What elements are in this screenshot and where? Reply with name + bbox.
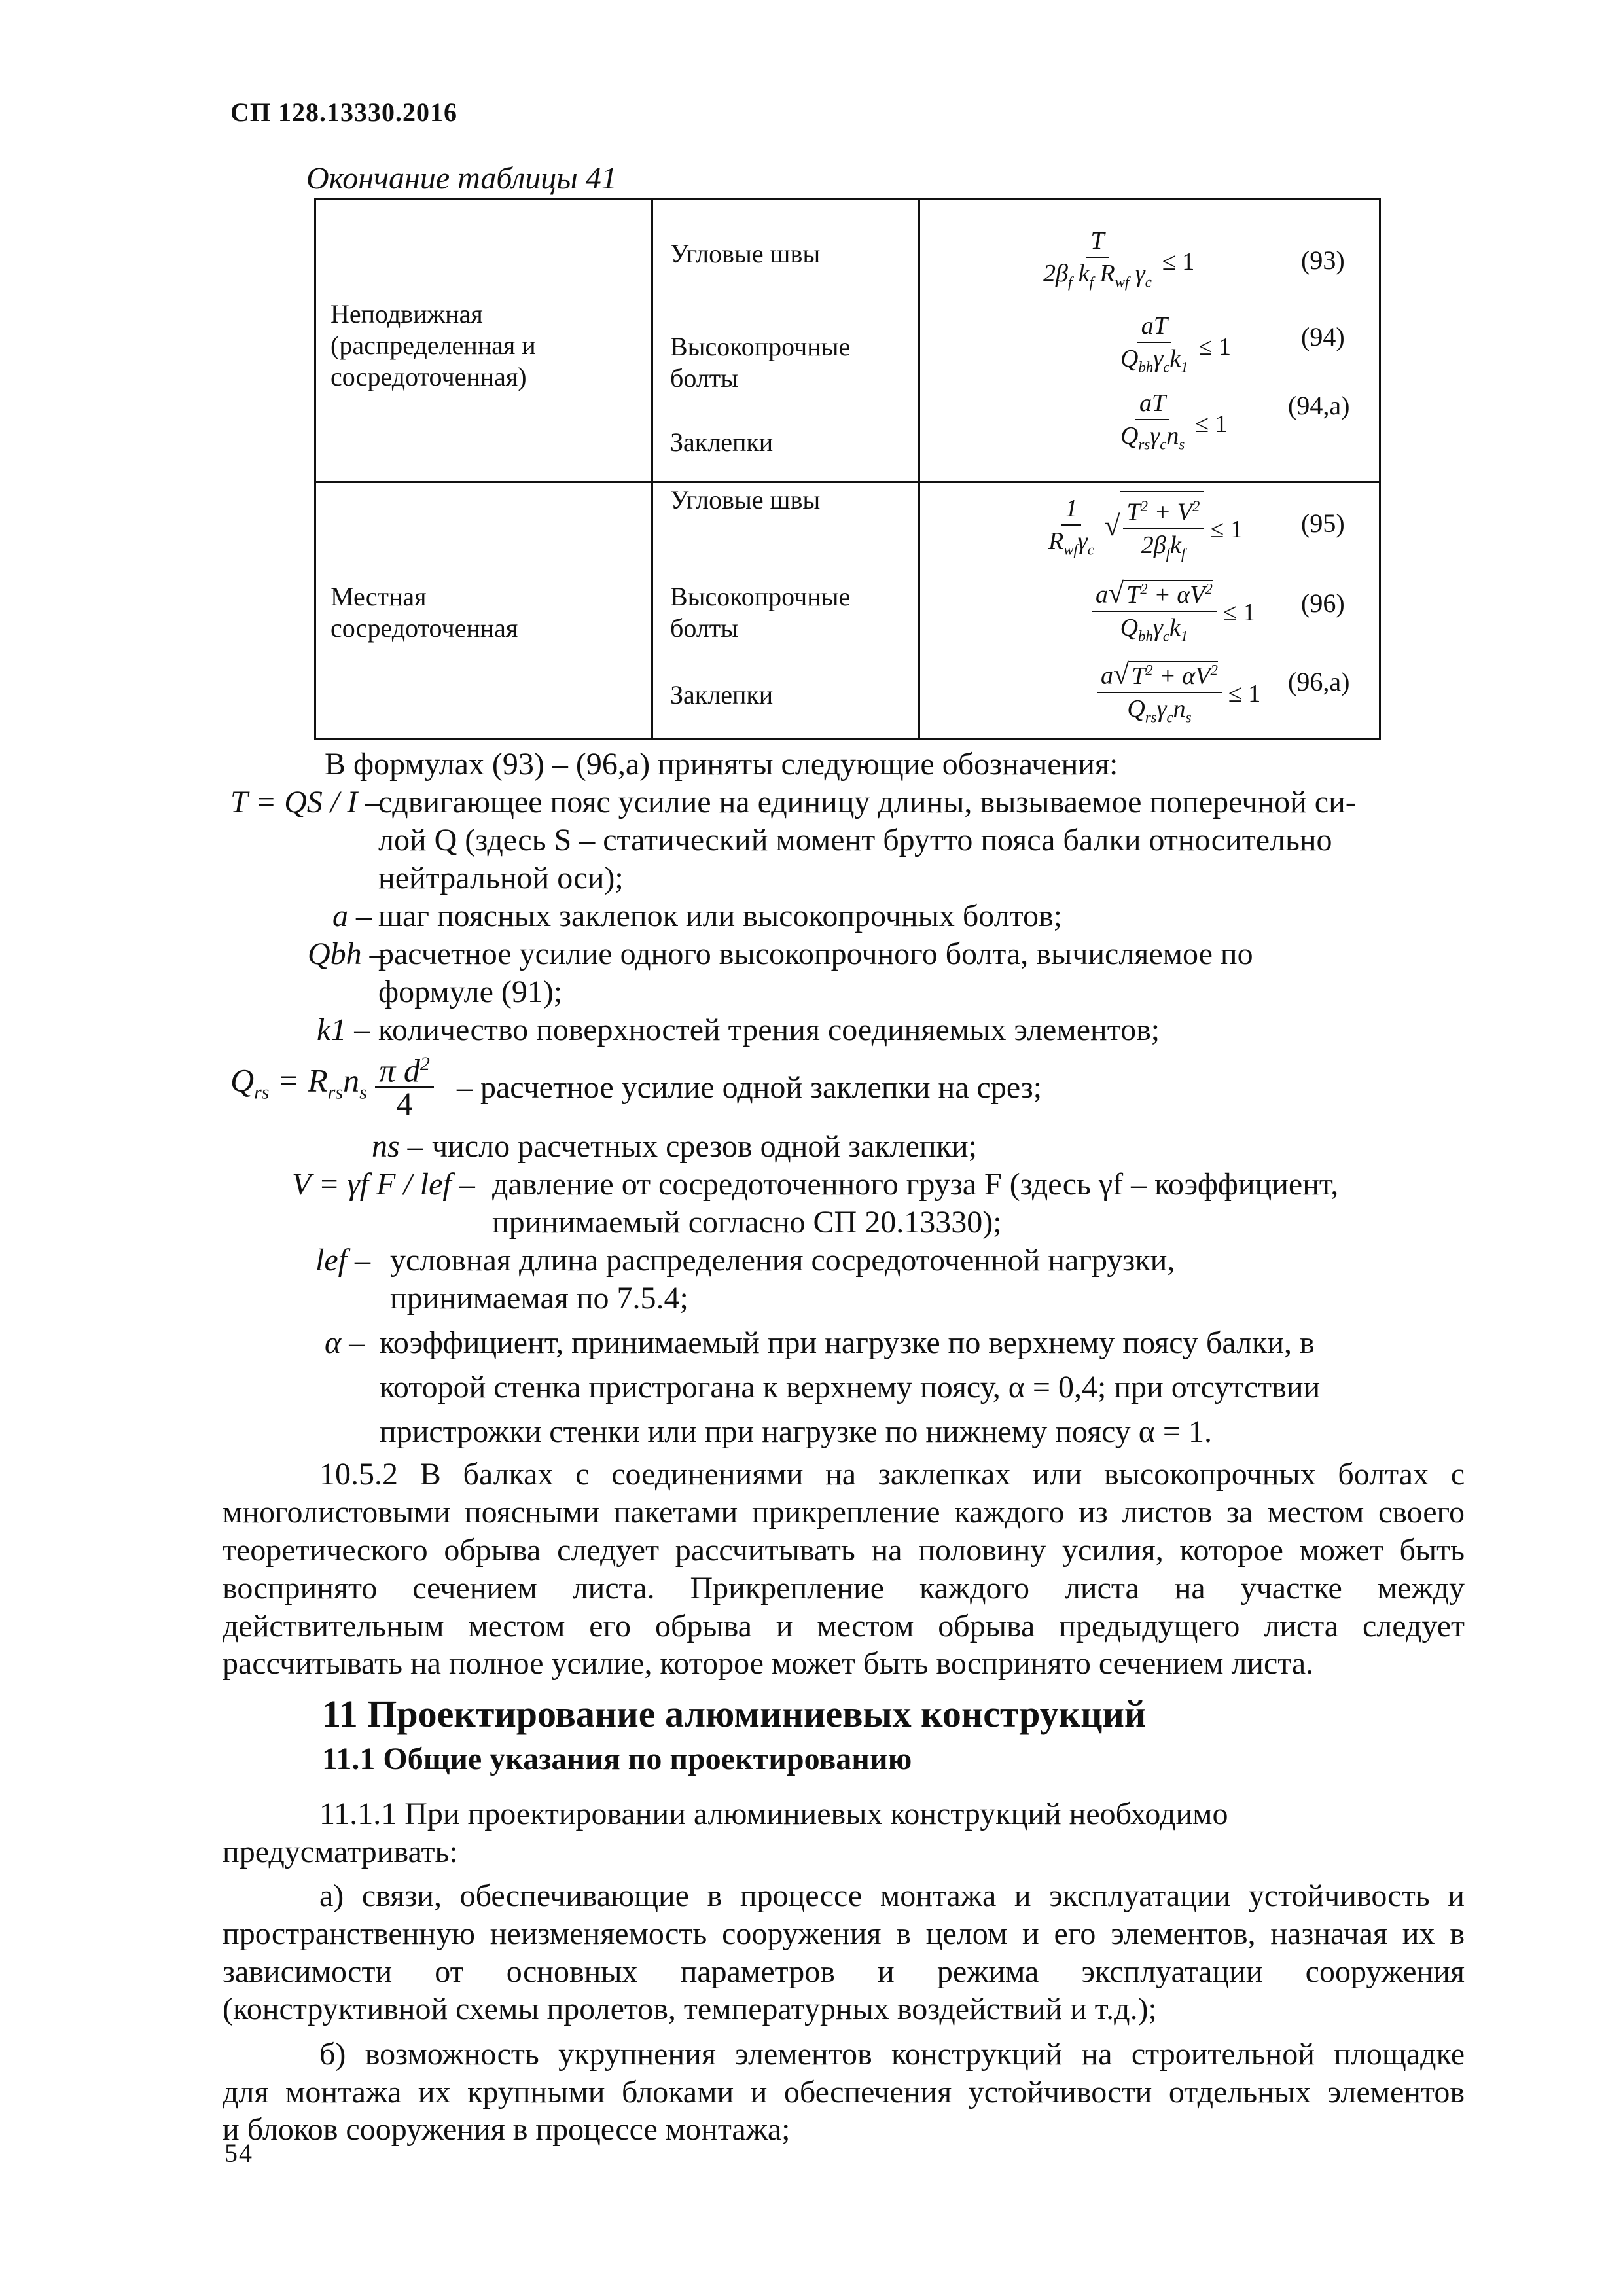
def-V-line: принимаемый согласно СП 20.13330); <box>492 1205 1002 1240</box>
section-11-1-heading: 11.1 Общие указания по проектированию <box>322 1742 912 1776</box>
formula-Qrs: $Q_{rs} = R_{rs}n_s$ $\frac{\pi d^2}{4}$ <box>230 1050 434 1118</box>
symbol-Qbh: Qbh – <box>308 937 385 971</box>
def-alpha-line: которой стенка пристрогана к верхнему поясу, α = 0,4; при отсутствии <box>380 1370 1321 1405</box>
symbol-T: T = QS / I – <box>230 785 382 819</box>
para-10-5-2-line: теоретического обрыва следует рассчитывать на половину усилия, которое может быть <box>223 1533 1465 1568</box>
para-10-5-2-line: рассчитывать на полное усилие, которое может быть воспринято сечением листа. <box>223 1646 1314 1681</box>
equation-number: (96) <box>1301 588 1345 618</box>
item-a-line: пространственную неизменяемость сооружения в целом и его элементов, назначая их в <box>223 1916 1465 1951</box>
equation-number: (96,а) <box>1288 667 1350 696</box>
item-a-line: а) связи, обеспечивающие в процессе монтажа и эксплуатации устойчивость и <box>319 1878 1465 1913</box>
equation-number: (94,а) <box>1288 391 1350 420</box>
table-cell-load-type <box>315 200 652 482</box>
load-type-label: Местная сосредоточенная <box>330 582 518 643</box>
item-b-line: для монтажа их крупными блоками и обеспечения устойчивости отдельных элементов <box>223 2075 1465 2109</box>
equation-number: (95) <box>1301 509 1345 538</box>
para-10-5-2-line: воспринято сечением листа. Прикрепление каждого листа на участке между <box>223 1571 1465 1605</box>
table-cell-load-type <box>315 482 652 739</box>
formula-94a: $\frac{aT}{Q_{rs}\gamma_cn_s}$ ≤ 1 <box>1120 389 1228 453</box>
table-cell-connection <box>652 200 919 482</box>
table-cell-connection <box>652 482 919 739</box>
connection-label: Заклепки <box>670 680 774 709</box>
connection-label: Высокопрочные болты <box>670 582 851 643</box>
item-a-line: (конструктивной схемы пролетов, температурных воздействий и т.д.); <box>223 1992 1157 2026</box>
def-Qbh-line: расчетное усилие одного высокопрочного болта, вычисляемое по <box>378 937 1253 971</box>
para-10-5-2-line: 10.5.2 В балках с соединениями на заклепках или высокопрочных болтах с <box>319 1457 1465 1492</box>
connection-label: Угловые швы <box>670 239 821 268</box>
def-ns: число расчетных срезов одной заклепки; <box>432 1129 977 1164</box>
formula-95: $\frac{1}{R_{wf}\gamma_c}$ √ $\frac{T^2 + V^2}{2\beta_fk_f}$ ≤ 1 <box>1044 491 1243 568</box>
table-row <box>315 482 1380 739</box>
def-alpha-line: пристрожки стенки или при нагрузке по нижнему поясу α = 1. <box>380 1414 1212 1449</box>
symbol-V: V = γf F / lef – <box>292 1167 475 1202</box>
symbol-k1: k1 – <box>317 1013 370 1047</box>
formula-96a: $\frac{a√ T^2 + \alpha V^2}{Q_{rs}\gamma_cn_s}$ ≤ 1 <box>1097 656 1260 732</box>
para-10-5-2-line: многолистовыми поясными пакетами прикрепление каждого из листов за местом своего <box>223 1495 1465 1530</box>
table-caption: Окончание таблицы 41 <box>306 161 617 196</box>
document-code: СП 128.13330.2016 <box>230 98 457 127</box>
symbol-a: a – <box>332 899 372 933</box>
formula-96: $\frac{a√ T^2 + \alpha V^2}{Q_{bh}\gamma_ck_1}$ ≤ 1 <box>1092 575 1255 651</box>
table-41 <box>314 198 1381 740</box>
def-T-line: сдвигающее пояс усилие на единицу длины, вызываемое поперечной си- <box>378 785 1356 819</box>
table-row <box>315 200 1380 482</box>
def-a: шаг поясных заклепок или высокопрочных болтов; <box>378 899 1062 933</box>
def-Qrs: – расчетное усилие одной заклепки на срез; <box>457 1070 1043 1105</box>
table-cell-condition <box>919 482 1380 739</box>
equation-number: (93) <box>1301 245 1345 275</box>
def-lef-line: принимаемая по 7.5.4; <box>390 1281 688 1316</box>
def-T-line: нейтральной оси); <box>378 861 624 895</box>
def-Qbh-line: формуле (91); <box>378 975 563 1009</box>
para-11-1-1-line: 11.1.1 При проектировании алюминиевых конструкций необходимо <box>319 1797 1228 1831</box>
symbol-lef: lef – <box>315 1243 370 1278</box>
def-k1: количество поверхностей трения соединяемых элементов; <box>378 1013 1160 1047</box>
para-11-1-1-line: предусматривать: <box>223 1835 458 1869</box>
equation-number: (94) <box>1301 322 1345 351</box>
table-cell-condition <box>919 200 1380 482</box>
section-11-heading: 11 Проектирование алюминиевых конструкций <box>322 1693 1147 1735</box>
item-b-line: б) возможность укрупнения элементов конструкций на строительной площадке <box>319 2037 1465 2072</box>
load-type-label: Неподвижная (распределенная и сосредоточенная) <box>330 299 536 391</box>
def-V-line: давление от сосредоточенного груза F (здесь γf – коэффициент, <box>492 1167 1339 1202</box>
def-lef-line: условная длина распределения сосредоточенной нагрузки, <box>390 1243 1175 1278</box>
def-alpha-line: коэффициент, принимаемый при нагрузке по верхнему поясу балки, в <box>380 1325 1315 1360</box>
para-10-5-2-line: действительным местом его обрыва и местом обрыва предыдущего листа следует <box>223 1609 1465 1643</box>
formula-94: $\frac{aT}{Q_{bh}\gamma_ck_1}$ ≤ 1 <box>1120 312 1231 376</box>
def-T-line: лой Q (здесь S – статический момент брутто пояса балки относительно <box>378 823 1332 857</box>
page-number: 54 <box>224 2138 253 2168</box>
connection-label: Заклепки <box>670 427 774 457</box>
item-a-line: зависимости от основных параметров и режима эксплуатации сооружения <box>223 1954 1465 1989</box>
notation-intro: В формулах (93) – (96,а) приняты следующие обозначения: <box>325 747 1118 781</box>
formula-93: $\frac{T}{2\beta_f k_f R_{wf} \gamma_c}$ ≤ 1 <box>1043 227 1195 291</box>
item-b-line: и блоков сооружения в процессе монтажа; <box>223 2112 791 2147</box>
connection-label: Высокопрочные болты <box>670 332 851 393</box>
connection-label: Угловые швы <box>670 485 821 514</box>
symbol-ns: ns – <box>372 1129 423 1164</box>
symbol-alpha: α – <box>325 1325 365 1360</box>
